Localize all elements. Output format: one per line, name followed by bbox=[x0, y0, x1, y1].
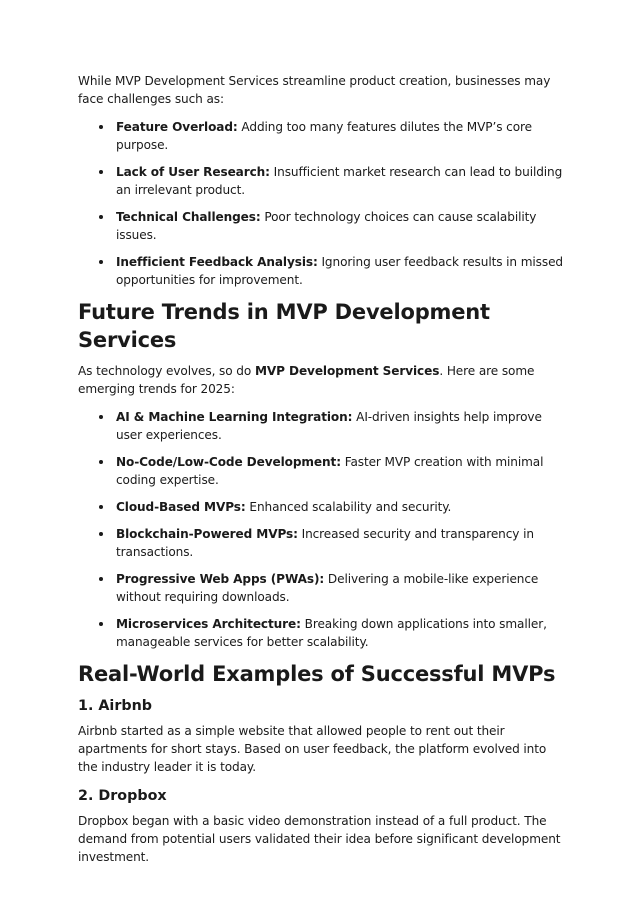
list-item bbox=[78, 163, 568, 199]
list-item-desc: Breaking down applications into smaller, manageable services for better scalability. bbox=[116, 617, 547, 649]
list-item-desc: AI-driven insights help improve user experiences. bbox=[116, 410, 542, 442]
list-item-term: AI & Machine Learning Integration: bbox=[116, 410, 353, 424]
list-item bbox=[78, 615, 568, 651]
examples-heading: Real-World Examples of Successful MVPs bbox=[78, 662, 556, 686]
list-item-desc: Ignoring user feedback results in missed opportunities for improvement. bbox=[116, 255, 563, 287]
example-title-airbnb: 1. Airbnb bbox=[78, 698, 153, 714]
list-item-term: No-Code/Low-Code Development: bbox=[116, 455, 341, 469]
list-item bbox=[78, 453, 568, 489]
example-body-airbnb: Airbnb started as a simple website that allowed people to rent out their apartments for short stays. Based on user feedback, the platform evolved into the industry leader it is today. bbox=[78, 724, 547, 774]
trends-intro-post: . Here are some emerging trends for 2025: bbox=[78, 364, 535, 396]
list-item-desc: Enhanced scalability and security. bbox=[245, 500, 452, 514]
list-item-term: Microservices Architecture: bbox=[116, 617, 301, 631]
trends-intro bbox=[78, 362, 568, 398]
example-body-dropbox: Dropbox began with a basic video demonstration instead of a full product. The demand from potential users validated their idea before significant development investment. bbox=[78, 814, 561, 864]
list-item-term: Inefficient Feedback Analysis: bbox=[116, 255, 318, 269]
list-item bbox=[78, 208, 568, 244]
list-item bbox=[78, 525, 568, 561]
challenges-intro: While MVP Development Services streamline product creation, businesses may face challenges such as: bbox=[78, 74, 551, 106]
trends-list bbox=[78, 408, 568, 651]
list-item bbox=[78, 253, 568, 289]
list-item-desc: Delivering a mobile-like experience without requiring downloads. bbox=[116, 572, 539, 604]
list-item bbox=[78, 408, 568, 444]
list-item-term: Progressive Web Apps (PWAs): bbox=[116, 572, 325, 586]
list-item-desc: Adding too many features dilutes the MVP’s core purpose. bbox=[116, 120, 532, 152]
list-item-term: Lack of User Research: bbox=[116, 165, 270, 179]
trends-intro-pre: As technology evolves, so do bbox=[78, 364, 255, 378]
list-item-desc: Insufficient market research can lead to building an irrelevant product. bbox=[116, 165, 563, 197]
list-item-desc: Poor technology choices can cause scalability issues. bbox=[116, 210, 537, 242]
document-page bbox=[78, 72, 568, 872]
list-item-term: Cloud-Based MVPs: bbox=[116, 500, 246, 514]
list-item-term: Technical Challenges: bbox=[116, 210, 261, 224]
trends-intro-bold: MVP Development Services bbox=[254, 364, 440, 378]
example-title-dropbox: 2. Dropbox bbox=[78, 788, 167, 804]
list-item bbox=[78, 570, 568, 606]
list-item bbox=[78, 118, 568, 154]
trends-heading: Future Trends in MVP Development Services bbox=[78, 300, 490, 352]
list-item bbox=[78, 498, 568, 516]
challenges-list bbox=[78, 118, 568, 289]
list-item-desc: Faster MVP creation with minimal coding expertise. bbox=[116, 455, 544, 487]
list-item-term: Feature Overload: bbox=[116, 120, 238, 134]
list-item-term: Blockchain-Powered MVPs: bbox=[116, 527, 298, 541]
list-item-desc: Increased security and transparency in transactions. bbox=[116, 527, 534, 559]
